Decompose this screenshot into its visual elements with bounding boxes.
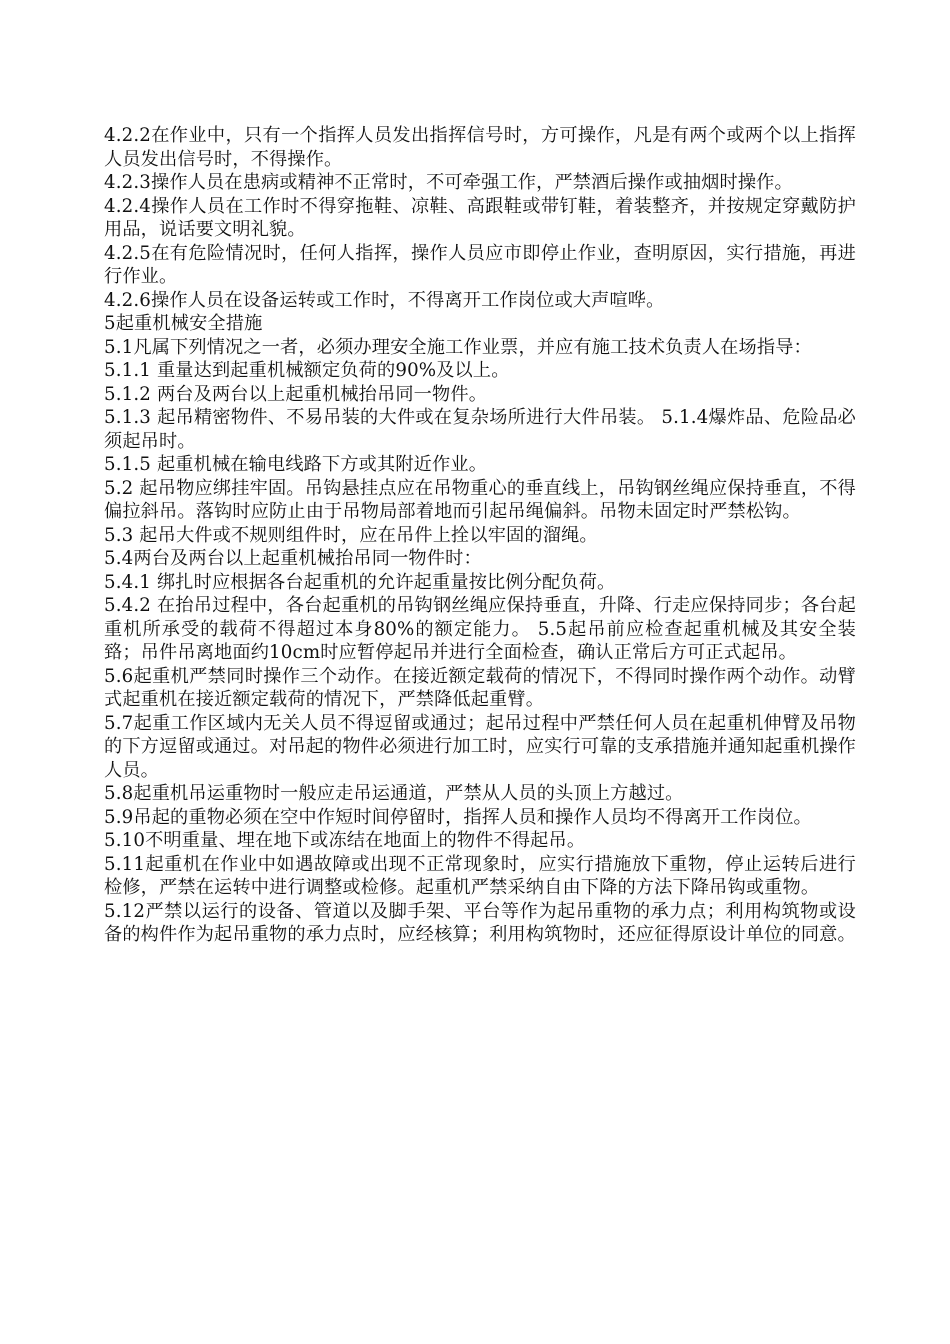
paragraph-5-2: 5.2 起吊物应绑挂牢固。吊钩悬挂点应在吊物重心的垂直线上，吊钩钢丝绳应保持垂直，不得偏拉斜吊。落钩时应防止由于吊物局部着地而引起吊绳偏斜。吊物未固定时严禁松钩。 [104,477,856,522]
paragraph-5-11: 5.11起重机在作业中如遇故障或出现不正常现象时，应实行措施放下重物，停止运转后进行检修，严禁在运转中进行调整或检修。起重机严禁采纳自由下降的方法下降吊钩或重物。 [104,853,856,898]
section-heading-5: 5起重机械安全措施 [104,313,263,334]
paragraph-4-2-3: 4.2.3操作人员在患病或精神不正常时，不可牵强工作，严禁酒后操作或抽烟时操作。 [104,172,793,193]
paragraph-5-8: 5.8起重机吊运重物时一般应走吊运通道，严禁从人员的头顶上方越过。 [104,783,684,804]
paragraph-5-3: 5.3 起吊大件或不规则组件时，应在吊件上拴以牢固的溜绳。 [104,524,598,546]
paragraph-5-9: 5.9吊起的重物必须在空中作短时间停留时，指挥人员和操作人员均不得离开工作岗位。 [104,806,812,828]
paragraph-5-6: 5.6起重机严禁同时操作三个动作。在接近额定载荷的情况下，不得同时操作两个动作。动臂式起重机在接近额定载荷的情况下，严禁降低起重臂。 [104,665,856,710]
paragraph-5-7: 5.7起重工作区域内无关人员不得逗留或通过；起吊过程中严禁任何人员在起重机伸臂及吊物的下方逗留或通过。对吊起的物件必须进行加工时，应实行可靠的支承措施并通知起重机操作人员。 [104,712,856,781]
paragraph-4-2-2: 4.2.2在作业中，只有一个指挥人员发出指挥信号时，方可操作，凡是有两个或两个以上指挥人员发出信号时，不得操作。 [104,125,856,170]
paragraph-5-12: 5.12严禁以运行的设备、管道以及脚手架、平台等作为起吊重物的承力点；利用构筑物或设备的构件作为起吊重物的承力点时，应经核算；利用构筑物时，还应征得原设计单位的同意。 [104,900,856,945]
paragraph-5-4-1: 5.4.1 绑扎时应根据各台起重机的允许起重量按比例分配负荷。 [104,571,616,593]
paragraph-5-1-5: 5.1.5 起重机械在输电线路下方或其附近作业。 [104,454,488,475]
paragraph-5-1-1: 5.1.1 重量达到起重机械额定负荷的90%及以上。 [104,360,510,381]
paragraph-5-4: 5.4两台及两台以上起重机械抬吊同一物件时： [104,548,482,569]
paragraph-5-10: 5.10不明重量、埋在地下或冻结在地面上的物件不得起吊。 [104,830,586,851]
paragraph-4-2-6: 4.2.6操作人员在设备运转或工作时，不得离开工作岗位或大声喧哗。 [104,289,665,311]
document-body [104,124,856,947]
paragraph-5-1: 5.1凡属下列情况之一者，必须办理安全施工作业票，并应有施工技术负责人在场指导： [104,336,812,358]
paragraph-5-1-3: 5.1.3 起吊精密物件、不易吊装的大件或在复杂场所进行大件吊装。 5.1.4爆炸品、危险品必须起吊时。 [104,407,856,452]
paragraph-4-2-4: 4.2.4操作人员在工作时不得穿拖鞋、凉鞋、高跟鞋或带钉鞋，着装整齐，并按规定穿戴防护用品，说话要文明礼貌。 [104,195,856,240]
paragraph-4-2-5: 4.2.5在有危险情况时，任何人指挥，操作人员应市即停止作业，查明原因，实行措施，再进行作业。 [104,242,856,287]
paragraph-5-1-2: 5.1.2 两台及两台以上起重机械抬吊同一物件。 [104,383,488,405]
paragraph-5-4-2: 5.4.2 在抬吊过程中，各台起重机的吊钩钢丝绳应保持垂直，升降、行走应保持同步；各台起重机所承受的载荷不得超过本身80%的额定能力。 5.5起吊前应检查起重机械及其安全装臵；吊件吊离地面约10cm时应暂停起吊并进行全面检查，确认正常后方可正式起吊。 [104,595,856,663]
